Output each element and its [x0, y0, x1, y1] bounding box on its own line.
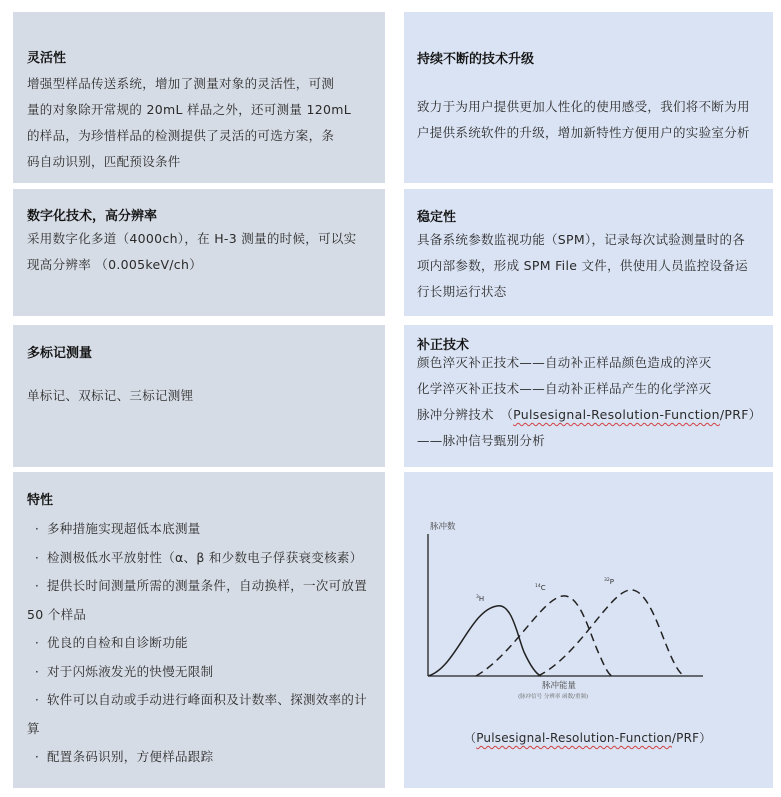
bullet: ·: [34, 578, 40, 593]
multilabel-text: 单标记、双标记、三标记测锂: [27, 388, 194, 403]
feature-item: · 优良的自检和自诊断功能: [27, 629, 379, 658]
stability-line: 具备系统参数监视功能（SPM），记录每次试验测量时的各: [417, 232, 746, 247]
flexibility-title: 灵活性: [27, 51, 67, 66]
correction-line3-suffix: /PRF）: [719, 407, 762, 422]
feature-item: · 配置条码识别，方便样品跟踪: [27, 743, 379, 772]
upgrade-title: 持续不断的技术升级: [417, 52, 535, 67]
peak-label-c14: 14C: [535, 584, 546, 592]
correction-line3-term: Pulsesignal-Resolution-Function: [513, 407, 720, 422]
feature-item: · 提供长时间测量所需的测量条件，自动换样，一次可放置 50 个样品: [27, 572, 379, 629]
stability-panel: [404, 189, 773, 316]
stability-line: 项内部参数，形成 SPM File 文件，供使用人员监控设备运: [417, 258, 748, 273]
x-axis-sublabel: (脉冲信号 分辨率 函数/重频): [518, 694, 589, 700]
digital-panel: [13, 189, 385, 316]
flexibility-text: [27, 71, 377, 175]
flexibility-line: 的样品，为珍惜样品的检测提供了灵活的可选方案，条: [27, 128, 335, 143]
y-axis-label: 脉冲数: [430, 522, 456, 532]
figure-panel: [404, 472, 773, 788]
flexibility-line: 量的对象除开常规的 20mL 样品之外，还可测量 120mL: [27, 102, 351, 117]
peak-label-h3: 3H: [476, 595, 485, 603]
correction-text: [417, 350, 769, 454]
stability-title: 稳定性: [417, 210, 457, 225]
feature-item: · 对于闪烁液发光的快慢无限制: [27, 658, 379, 687]
flexibility-line: 码自动识别，匹配预设条件: [27, 154, 181, 169]
upgrade-panel: [404, 12, 773, 183]
feature-item: · 软件可以自动或手动进行峰面积及计数率、探测效率的计算: [27, 686, 379, 743]
x-axis-label: 脉冲能量: [542, 681, 577, 691]
multilabel-title: 多标记测量: [27, 346, 93, 361]
h3-peak-curve: [428, 606, 541, 676]
features-panel: [13, 472, 385, 788]
bullet: ·: [34, 692, 40, 707]
bullet: ·: [34, 663, 40, 679]
correction-line: 化学淬灭补正技术——自动补正样品产生的化学淬灭: [417, 381, 712, 396]
correction-line: ——脉冲信号甄别分析: [417, 433, 546, 448]
multilabel-panel: [13, 325, 385, 467]
bullet: ·: [34, 635, 40, 650]
p32-peak-curve: [538, 590, 685, 676]
flexibility-line: 增强型样品传送系统，增加了测量对象的灵活性，可测: [27, 76, 335, 91]
features-list: [27, 515, 379, 772]
upgrade-text: [417, 94, 769, 146]
stability-text: [417, 227, 769, 305]
peak-label-p32: 32P: [604, 578, 614, 586]
figure-caption: （Pulsesignal-Resolution-Function/PRF）: [464, 731, 712, 745]
digital-title: 数字化技术，高分辨率: [27, 209, 158, 224]
digital-line: 现高分辨率 （0.005keV/ch）: [27, 257, 202, 272]
bullet: ·: [34, 749, 40, 764]
correction-panel: [404, 325, 773, 467]
correction-line: [417, 402, 769, 428]
correction-line3-prefix: 脉冲分辨技术 （: [417, 407, 514, 422]
features-title: 特性: [27, 493, 54, 508]
upgrade-line: 致力于为用户提供更加人性化的使用感受，我们将不断为用: [417, 99, 750, 114]
digital-text: [27, 226, 382, 278]
correction-line: 颜色淬灭补正技术——自动补正样品颜色造成的淬灭: [417, 355, 712, 370]
figure-caption-term: Pulsesignal-Resolution-Function: [476, 731, 672, 745]
feature-item: · 多种措施实现超低本底测量: [27, 515, 379, 544]
upgrade-line: 户提供系统软件的升级，增加新特性方便用户的实验室分析: [417, 125, 750, 140]
flexibility-panel: [13, 12, 385, 183]
c14-peak-curve: [476, 596, 612, 676]
correction-title: 补正技术: [417, 338, 470, 353]
bullet: ·: [34, 521, 40, 536]
stability-line: 行长期运行状态: [417, 284, 507, 299]
bullet: ·: [34, 549, 40, 565]
digital-line: 采用数字化多道（4000ch），在 H-3 测量的时候，可以实: [27, 231, 357, 246]
feature-item: · 检测极低水平放射性（α、β 和少数电子俘获衰变核素）: [27, 544, 379, 573]
